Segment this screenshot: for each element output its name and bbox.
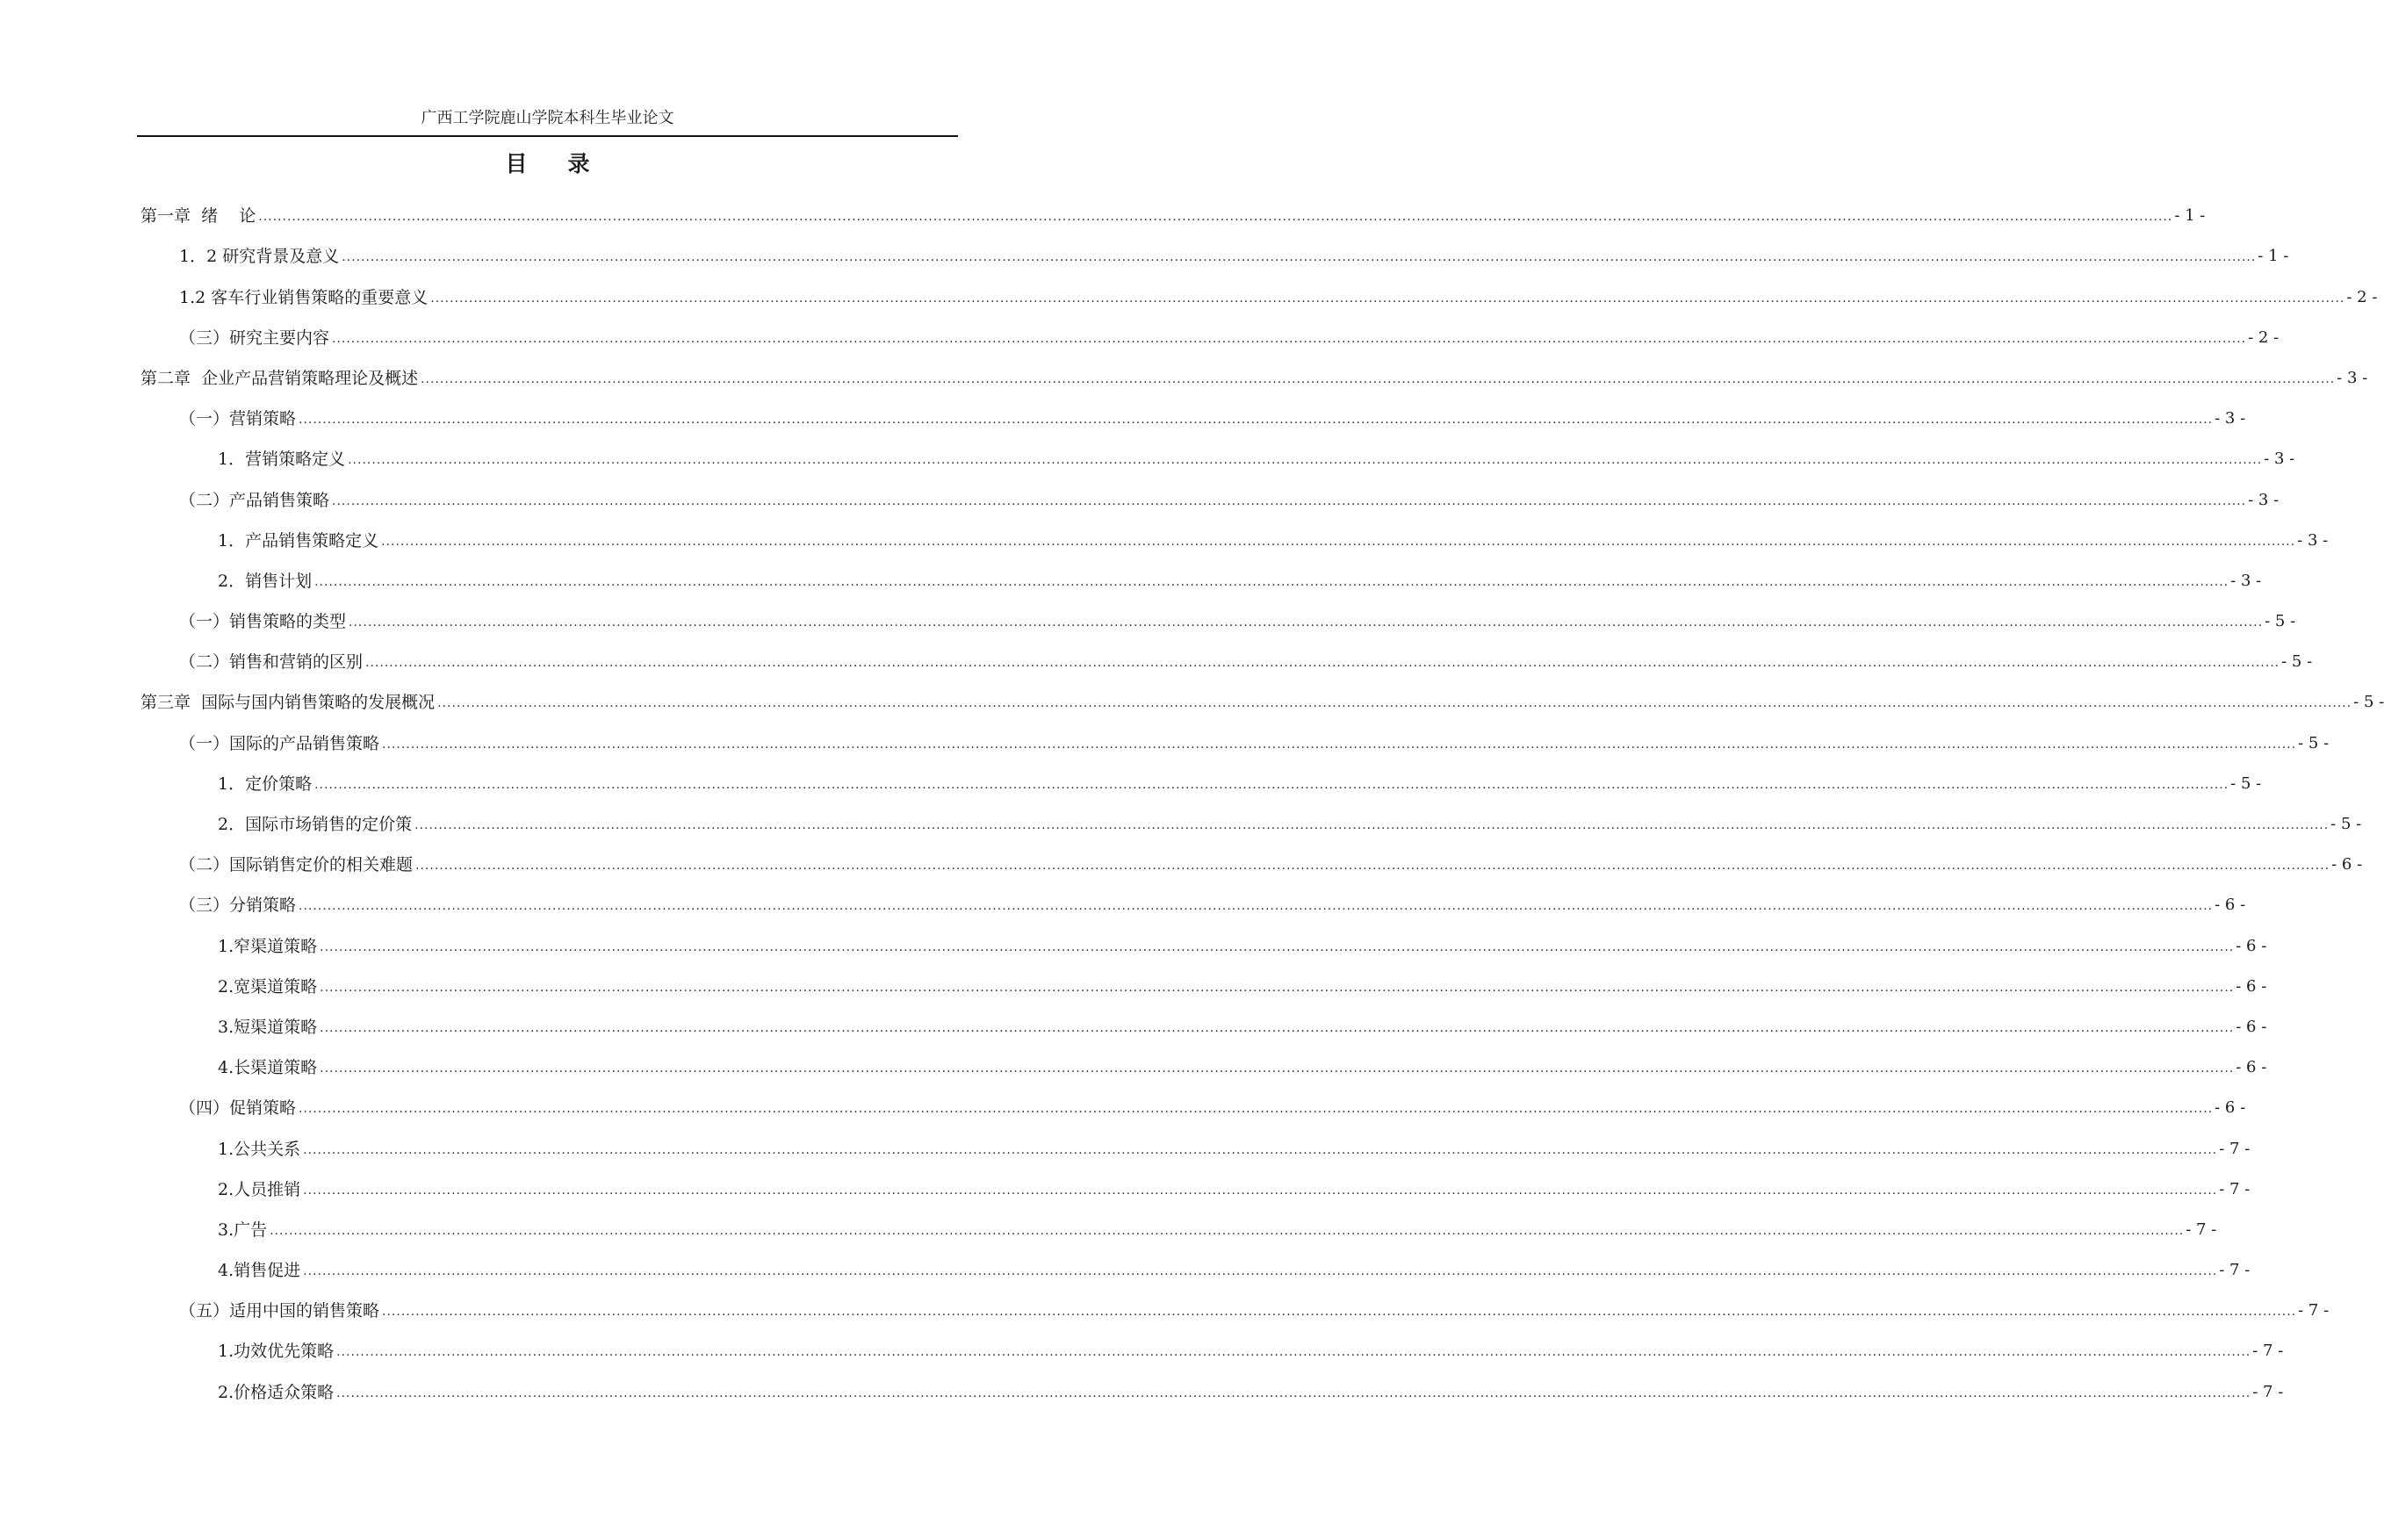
dot-leader: ................................................................................................................................................................................................................................................................................................................................................................................................................ — [365, 656, 2280, 671]
toc-entry[interactable] — [140, 1084, 2246, 1125]
toc-entry-page-number: - 5 - — [2281, 652, 2313, 672]
toc-entry-page-number: - 3 - — [2215, 409, 2246, 428]
dot-leader: ................................................................................................................................................................................................................................................................................................................................................................................................................ — [314, 777, 2229, 792]
toc-entry[interactable] — [140, 1125, 2251, 1165]
toc-entry-label: （二）国际销售定价的相关难题 — [179, 855, 414, 875]
toc-entry-page-number: - 6 - — [2236, 936, 2267, 955]
dot-leader: ................................................................................................................................................................................................................................................................................................................................................................................................................ — [382, 737, 2297, 752]
toc-entry[interactable] — [140, 1247, 2251, 1287]
toc-entry-label: 2.宽渠道策略 — [218, 976, 318, 997]
toc-entry[interactable] — [140, 192, 2206, 233]
toc-entry-page-number: - 6 - — [2236, 1017, 2267, 1036]
toc-entry-page-number: - 1 - — [2174, 206, 2206, 226]
toc-entry[interactable] — [140, 476, 2280, 516]
toc-entry-page-number: - 6 - — [2331, 855, 2363, 874]
toc-entry[interactable] — [140, 395, 2246, 435]
toc-entry[interactable] — [140, 314, 2280, 355]
toc-entry[interactable] — [140, 273, 2378, 313]
toc-entry-label: 第一章 绪 论 — [140, 206, 256, 227]
toc-entry[interactable] — [140, 233, 2289, 273]
dot-leader: ................................................................................................................................................................................................................................................................................................................................................................................................................ — [303, 1183, 2218, 1198]
toc-entry-page-number: - 3 - — [2264, 450, 2295, 469]
dot-leader: ................................................................................................................................................................................................................................................................................................................................................................................................................ — [437, 696, 2352, 711]
dot-leader: ................................................................................................................................................................................................................................................................................................................................................................................................................ — [414, 818, 2330, 832]
toc-entry-page-number: - 6 - — [2236, 1058, 2267, 1077]
toc-entry[interactable] — [140, 1287, 2330, 1328]
toc-entry-label: （四）促销策略 — [179, 1098, 297, 1119]
toc-entry-page-number: - 3 - — [2337, 368, 2368, 387]
dot-leader: ................................................................................................................................................................................................................................................................................................................................................................................................................ — [299, 1102, 2214, 1117]
toc-entry-label: 4.长渠道策略 — [218, 1058, 318, 1078]
toc-entry[interactable] — [140, 801, 2362, 841]
toc-entry-label: （二）产品销售策略 — [179, 490, 330, 510]
toc-entry-label: 1.2 客车行业销售策略的重要意义 — [179, 287, 429, 307]
toc-entry[interactable] — [140, 558, 2262, 598]
toc-entry-label: （一）国际的产品销售策略 — [179, 733, 380, 753]
dot-leader: ................................................................................................................................................................................................................................................................................................................................................................................................................ — [336, 1385, 2251, 1400]
toc-entry-label: （二）销售和营销的区别 — [179, 652, 364, 673]
toc-entry-label: 1.公共关系 — [218, 1139, 301, 1159]
dot-leader: ................................................................................................................................................................................................................................................................................................................................................................................................................ — [332, 493, 2247, 508]
toc-entry-page-number: - 7 - — [2219, 1261, 2251, 1280]
toc-entry-page-number: - 6 - — [2215, 1098, 2246, 1118]
toc-entry-label: 3.短渠道策略 — [218, 1017, 318, 1037]
toc-entry-page-number: - 5 - — [2230, 774, 2262, 793]
toc-entry-page-number: - 5 - — [2298, 733, 2330, 752]
toc-entry-label: 2．销售计划 — [218, 571, 313, 591]
toc-entry-page-number: - 1 - — [2258, 247, 2289, 266]
toc-entry-page-number: - 3 - — [2230, 571, 2262, 590]
toc-entry-label: 第二章 企业产品营销策略理论及概述 — [140, 368, 419, 388]
toc-entry-label: 1．定价策略 — [218, 774, 313, 794]
dot-leader: ................................................................................................................................................................................................................................................................................................................................................................................................................ — [348, 453, 2263, 468]
toc-entry-label: 2.价格适众策略 — [218, 1382, 335, 1402]
dot-leader: ................................................................................................................................................................................................................................................................................................................................................................................................................ — [303, 1264, 2218, 1279]
toc-entry[interactable] — [140, 1004, 2267, 1044]
toc-entry-page-number: - 2 - — [2346, 287, 2378, 306]
toc-entry[interactable] — [140, 882, 2246, 922]
toc-entry[interactable] — [140, 963, 2267, 1004]
toc-entry-page-number: - 7 - — [2252, 1382, 2284, 1401]
toc-entry-label: 1．产品销售策略定义 — [218, 530, 379, 551]
toc-entry[interactable] — [140, 517, 2329, 558]
toc-entry[interactable] — [140, 1206, 2217, 1247]
toc-title: 目录 — [505, 151, 630, 176]
dot-leader: ................................................................................................................................................................................................................................................................................................................................................................................................................ — [320, 1020, 2235, 1035]
dot-leader: ................................................................................................................................................................................................................................................................................................................................................................................................................ — [270, 1223, 2185, 1238]
toc-entry-label: 第三章 国际与国内销售策略的发展概况 — [140, 693, 436, 713]
toc-entry[interactable] — [140, 922, 2267, 962]
toc-entry-label: 2．国际市场销售的定价策 — [218, 815, 413, 834]
dot-leader: ................................................................................................................................................................................................................................................................................................................................................................................................................ — [299, 413, 2214, 428]
toc-entry-page-number: - 2 - — [2248, 327, 2280, 347]
toc-entry[interactable] — [140, 435, 2295, 476]
dot-leader: ................................................................................................................................................................................................................................................................................................................................................................................................................ — [314, 574, 2229, 589]
toc-entry-page-number: - 7 - — [2186, 1220, 2217, 1239]
toc-entry-label: 3.广告 — [218, 1220, 268, 1240]
toc-entry[interactable] — [140, 679, 2384, 719]
dot-leader: ................................................................................................................................................................................................................................................................................................................................................................................................................ — [342, 250, 2257, 265]
dot-leader: ................................................................................................................................................................................................................................................................................................................................................................................................................ — [332, 331, 2247, 346]
toc-entry[interactable] — [140, 719, 2330, 759]
toc-entry[interactable] — [140, 760, 2262, 801]
toc-entry-page-number: - 5 - — [2265, 612, 2296, 631]
dot-leader: ................................................................................................................................................................................................................................................................................................................................................................................................................ — [299, 899, 2214, 914]
toc-entry[interactable] — [140, 638, 2313, 679]
toc-entry[interactable] — [140, 1368, 2284, 1408]
toc-entry-label: （五）适用中国的销售策略 — [179, 1301, 380, 1321]
toc-list — [140, 192, 2384, 1409]
toc-entry-label: （一）销售策略的类型 — [179, 612, 347, 632]
dot-leader: ................................................................................................................................................................................................................................................................................................................................................................................................................ — [421, 371, 2336, 386]
dot-leader: ................................................................................................................................................................................................................................................................................................................................................................................................................ — [336, 1345, 2251, 1360]
dot-leader: ................................................................................................................................................................................................................................................................................................................................................................................................................ — [381, 534, 2296, 549]
toc-entry-page-number: - 6 - — [2215, 896, 2246, 915]
toc-entry[interactable] — [140, 1328, 2284, 1368]
toc-entry-label: （一）营销策略 — [179, 409, 297, 429]
toc-entry-page-number: - 3 - — [2248, 490, 2280, 509]
dot-leader: ................................................................................................................................................................................................................................................................................................................................................................................................................ — [258, 210, 2173, 225]
toc-entry[interactable] — [140, 841, 2363, 882]
toc-entry-label: （三）研究主要内容 — [179, 327, 330, 348]
page-header: 广西工学院鹿山学院本科生毕业论文 — [421, 109, 674, 127]
toc-entry-page-number: - 7 - — [2298, 1301, 2330, 1321]
toc-entry-page-number: - 3 - — [2297, 530, 2329, 550]
toc-entry-label: 1．营销策略定义 — [218, 450, 346, 470]
toc-entry-page-number: - 5 - — [2330, 815, 2362, 833]
toc-entry-page-number: - 7 - — [2219, 1179, 2251, 1198]
header-rule — [137, 135, 958, 137]
toc-entry[interactable] — [140, 355, 2368, 395]
toc-entry-page-number: - 6 - — [2236, 976, 2267, 996]
toc-entry-label: 4.销售促进 — [218, 1261, 301, 1281]
dot-leader: ................................................................................................................................................................................................................................................................................................................................................................................................................ — [320, 939, 2235, 954]
dot-leader: ................................................................................................................................................................................................................................................................................................................................................................................................................ — [415, 859, 2330, 874]
dot-leader: ................................................................................................................................................................................................................................................................................................................................................................................................................ — [320, 980, 2235, 995]
toc-entry-label: 2.人员推销 — [218, 1179, 301, 1199]
toc-entry[interactable] — [140, 1166, 2251, 1206]
toc-entry-page-number: - 7 - — [2219, 1139, 2251, 1158]
toc-entry-page-number: - 5 - — [2353, 693, 2384, 712]
dot-leader: ................................................................................................................................................................................................................................................................................................................................................................................................................ — [303, 1142, 2218, 1157]
toc-entry[interactable] — [140, 1044, 2267, 1084]
toc-entry-label: （三）分销策略 — [179, 896, 297, 916]
toc-entry[interactable] — [140, 598, 2296, 638]
toc-entry-label: 1．2 研究背景及意义 — [179, 247, 340, 267]
dot-leader: ................................................................................................................................................................................................................................................................................................................................................................................................................ — [382, 1305, 2297, 1320]
dot-leader: ................................................................................................................................................................................................................................................................................................................................................................................................................ — [430, 291, 2345, 306]
dot-leader: ................................................................................................................................................................................................................................................................................................................................................................................................................ — [320, 1061, 2235, 1076]
toc-entry-label: 1.窄渠道策略 — [218, 936, 318, 956]
dot-leader: ................................................................................................................................................................................................................................................................................................................................................................................................................ — [349, 615, 2264, 630]
toc-entry-page-number: - 7 - — [2252, 1342, 2284, 1361]
toc-entry-label: 1.功效优先策略 — [218, 1342, 335, 1362]
